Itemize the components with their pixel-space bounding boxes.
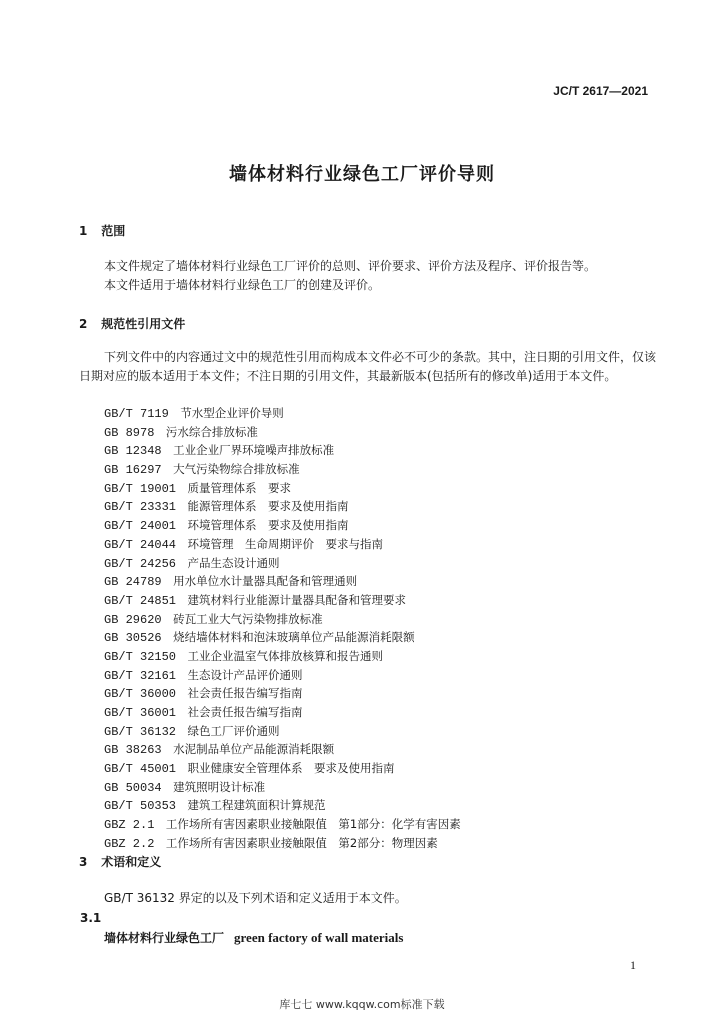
section-number: 2 (79, 317, 88, 331)
terms-intro: GB/T 36132 界定的以及下列术语和定义适用于本文件。 (104, 891, 407, 905)
section-heading-scope (79, 222, 125, 239)
list-item: GB 24789 用水单位水计量器具配备和管理通则 (104, 574, 358, 590)
term-english: green factory of wall materials (234, 930, 404, 945)
reference-list (104, 404, 461, 853)
term-number: 3.1 (80, 911, 102, 925)
list-item: GB/T 36132 绿色工厂评价通则 (104, 723, 280, 739)
list-item: GBZ 2.1 工作场所有害因素职业接触限值 第1部分：化学有害因素 (104, 817, 461, 833)
list-item: GB 30526 烧结墙体材料和泡沫玻璃单位产品能源消耗限额 (104, 630, 415, 646)
section-title: 范围 (101, 224, 126, 238)
document-code: JC/T 2617—2021 (553, 84, 648, 98)
scope-paragraph-1: 本文件规定了墙体材料行业绿色工厂评价的总则、评价要求、评价方法及程序、评价报告等。 (104, 259, 597, 273)
list-item: GB 16297 大气污染物综合排放标准 (104, 462, 300, 478)
list-item: GB/T 32161 生态设计产品评价通则 (104, 667, 303, 683)
section-heading-normative-references (79, 315, 185, 332)
list-item: GB/T 24851 建筑材料行业能源计量器具配备和管理要求 (104, 592, 407, 608)
list-item: GB 50034 建筑照明设计标准 (104, 779, 266, 795)
list-item: GB 38263 水泥制品单位产品能源消耗限额 (104, 742, 335, 758)
page-title: 墙体材料行业绿色工厂评价导则 (229, 164, 495, 185)
list-item: GB/T 24044 环境管理 生命周期评价 要求与指南 (104, 536, 384, 552)
section-heading-terms (79, 853, 161, 870)
section-number: 1 (79, 224, 88, 238)
list-item: GB/T 36000 社会责任报告编写指南 (104, 686, 303, 702)
references-intro: 下列文件中的内容通过文中的规范性引用而构成本文件必不可少的条款。其中，注日期的引用文件，仅该日期对应的版本适用于本文件；不注日期的引用文件，其最新版本(包括所有的修改单)适用于本文件。 (79, 350, 657, 383)
list-item: GB/T 24256 产品生态设计通则 (104, 555, 280, 571)
list-item: GB 8978 污水综合排放标准 (104, 424, 258, 440)
list-item: GBZ 2.2 工作场所有害因素职业接触限值 第2部分：物理因素 (104, 835, 438, 851)
section-title: 术语和定义 (101, 855, 162, 869)
list-item: GB/T 7119 节水型企业评价导则 (104, 406, 284, 421)
page-number: 1 (630, 958, 636, 972)
list-item: GB/T 32150 工业企业温室气体排放核算和报告通则 (104, 648, 384, 664)
list-item: GB/T 23331 能源管理体系 要求及使用指南 (104, 499, 349, 515)
scope-paragraph-2: 本文件适用于墙体材料行业绿色工厂的创建及评价。 (104, 278, 381, 292)
list-item: GB 29620 砖瓦工业大气污染物排放标准 (104, 611, 323, 627)
section-title: 规范性引用文件 (101, 317, 186, 331)
list-item: GB/T 50353 建筑工程建筑面积计算规范 (104, 798, 326, 814)
list-item: GB/T 24001 环境管理体系 要求及使用指南 (104, 518, 349, 534)
list-item: GB 12348 工业企业厂界环境噪声排放标准 (104, 443, 335, 459)
list-item: GB/T 36001 社会责任报告编写指南 (104, 705, 303, 720)
term-entry (104, 929, 403, 946)
list-item: GB/T 45001 职业健康安全管理体系 要求及使用指南 (104, 761, 395, 777)
list-item: GB/T 19001 质量管理体系 要求 (104, 480, 292, 496)
term-chinese: 墙体材料行业绿色工厂 (104, 931, 225, 945)
section-number: 3 (79, 855, 88, 869)
watermark-text: 库七七 www.kqqw.com标准下载 (279, 998, 445, 1011)
